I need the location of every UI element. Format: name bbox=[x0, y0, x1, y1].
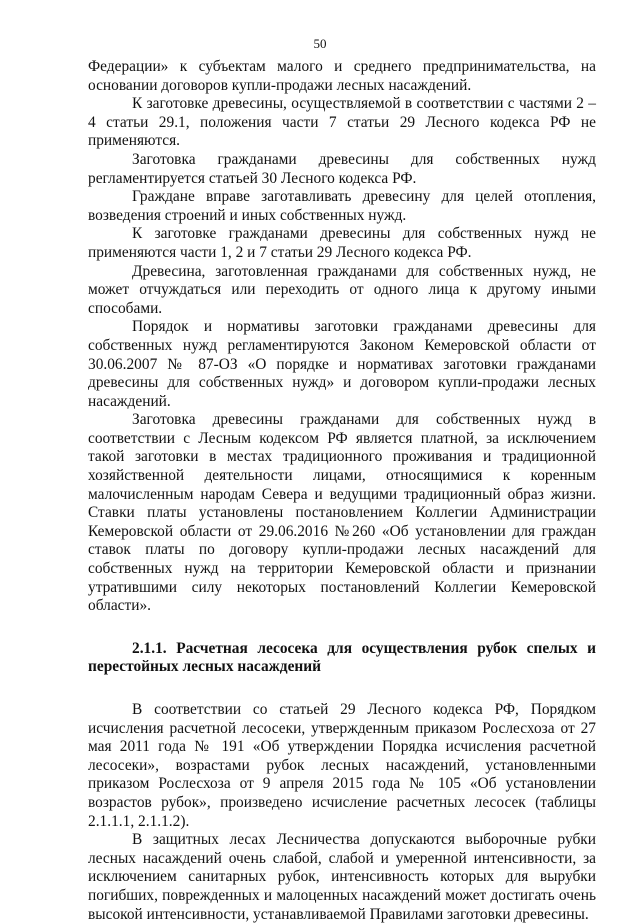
paragraph-continuation: Федерации» к субъектам малого и среднего предпринимательства, на основании договоров купли-продажи лесных насаждений. bbox=[88, 58, 596, 94]
paragraph: Порядок и нормативы заготовки гражданами древесины для собственных нужд регламентируются Законом Кемеровской области от 30.06.2007 № 87-ОЗ «О порядке и нормативах заготовки гражданами древесины для собственных нужд» и договором купли-продажи лесных насаждений. bbox=[88, 318, 596, 410]
paragraph: Заготовка древесины гражданами для собственных нужд в соответствии с Лесным кодексом РФ является платной, за исключением такой заготовки в местах традиционного проживания и традиционной хозяйственной деятельности лицами, относящимися к коренным малочисленным народам Севера и ведущими традиционный образ жизни. Ставки платы установлены постановлением Коллегии Администрации Кемеровской области от 29.06.2016 №260 «Об установлении для граждан ставок платы по договору купли-продажи лесных насаждений для собственных нужд на территории Кемеровской области и признании утратившими силу некоторых постановлений Коллегии Кемеровской области». bbox=[88, 411, 596, 615]
paragraph: Заготовка гражданами древесины для собственных нужд регламентируется статьей 30 Лесного кодекса РФ. bbox=[88, 150, 596, 187]
paragraph: К заготовке древесины, осуществляемой в соответствии с частями 2 – 4 статьи 29.1, положения части 7 статьи 29 Лесного кодекса РФ не применяются. bbox=[88, 95, 596, 150]
paragraph: В защитных лесах Лесничества допускаются выборочные рубки лесных насаждений очень слабой, слабой и умеренной интенсивности, за исключением санитарных рубок, интенсивность которых для вырубки погибших, поврежденных и малоценных насаждений может достигать очень высокой интенсивности, устанавливаемой Правилами заготовки древесины. bbox=[88, 831, 596, 923]
paragraph: К заготовке гражданами древесины для собственных нужд не применяются части 1, 2 и 7 статьи 29 Лесного кодекса РФ. bbox=[88, 225, 596, 261]
section-heading: 2.1.1. Расчетная лесосека для осуществления рубок спелых и перестойных лесных насаждений bbox=[88, 639, 596, 676]
paragraph: Древесина, заготовленная гражданами для собственных нужд, не может отчуждаться или переходить от одного лица к другому иными способами. bbox=[88, 262, 596, 317]
page-number: 50 bbox=[313, 36, 327, 51]
paragraph: В соответствии со статьей 29 Лесного кодекса РФ, Порядком исчисления расчетной лесосеки, утвержденным приказом Рослесхоза от 27 мая 2011 года № 191 «Об утверждении Порядка исчисления расчетной лесосеки», возрастами рубок лесных насаждений, установленными приказом Рослесхоза от 9 апреля 2015 года № 105 «Об установлении возрастов рубок», произведено исчисление расчетных лесосек (таблицы 2.1.1.1, 2.1.1.2). bbox=[88, 701, 596, 830]
paragraph: Граждане вправе заготавливать древесину для целей отопления, возведения строений и иных собственных нужд. bbox=[88, 188, 596, 224]
document-body bbox=[88, 58, 596, 924]
